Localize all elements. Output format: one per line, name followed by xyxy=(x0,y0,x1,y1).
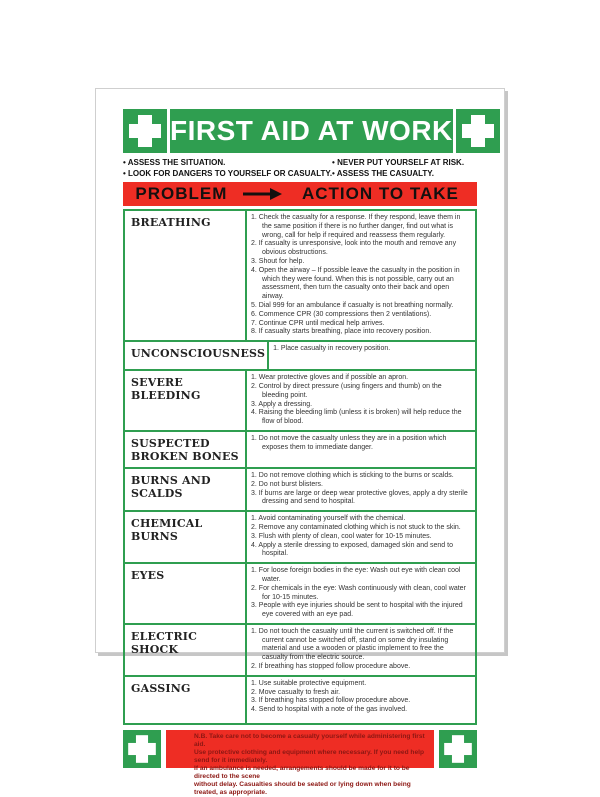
actions-cell xyxy=(247,564,475,623)
action-heading: ACTION TO TAKE xyxy=(301,184,459,203)
problem-cell: UNCONSCIOUSNESS xyxy=(125,342,269,369)
problem-cell: SUSPECTED BROKEN BONES xyxy=(125,432,247,467)
precautions-right-list xyxy=(332,157,477,179)
footer-note-line: Use protective clothing and equipment where necessary. If you need help send for it immediately. xyxy=(194,748,424,764)
action-item: Avoid contaminating yourself with the chemical. xyxy=(258,515,406,523)
table-row xyxy=(125,510,475,562)
footer-note-line: N.B. Take care not to become a casualty yourself while administering first aid. xyxy=(194,732,425,748)
action-list xyxy=(251,374,469,427)
arrow-icon xyxy=(240,188,284,200)
actions-cell xyxy=(247,371,475,430)
action-list xyxy=(251,567,469,620)
action-item: Move casualty to fresh air. xyxy=(258,688,341,696)
actions-cell xyxy=(247,469,475,510)
problem-cell: SEVERE BLEEDING xyxy=(125,371,247,430)
action-item: Do not remove clothing which is sticking to the burns or scalds. xyxy=(258,471,454,479)
actions-cell xyxy=(247,432,475,467)
problem-cell: BURNS AND SCALDS xyxy=(125,469,247,510)
footer-note-box xyxy=(166,730,434,796)
action-item: Raising the bleeding limb (unless it is broken) will help reduce the flow of blood. xyxy=(258,409,462,426)
footer-note-line: If an ambulance is needed, arrangements should be made for it to be directed to the scene xyxy=(194,764,410,780)
problem-cell: BREATHING xyxy=(125,211,247,340)
problem-cell: GASSING xyxy=(125,677,247,723)
problem-action-banner xyxy=(123,182,477,206)
poster-footer xyxy=(123,730,477,796)
precaution-item: • LOOK FOR DANGERS TO YOURSELF OR CASUALTY. xyxy=(123,168,332,179)
action-item: Do not move the casualty unless they are in a position which exposes them to immediate danger. xyxy=(258,434,447,451)
action-list xyxy=(251,435,469,453)
action-item: Control by direct pressure (using fingers and thumb) on the bleeding point. xyxy=(258,382,442,399)
first-aid-poster xyxy=(95,88,505,796)
action-item: People with eye injuries should be sent to hospital with the injured eye covered with an eye pad. xyxy=(258,602,463,619)
action-list xyxy=(251,214,469,337)
action-item: Continue CPR until medical help arrives. xyxy=(258,319,385,327)
action-item: Send to hospital with a note of the gas involved. xyxy=(258,706,408,714)
action-item: Wear protective gloves and if possible an apron. xyxy=(258,374,409,382)
precautions-left-list xyxy=(123,157,332,179)
action-item: Apply a sterile dressing to exposed, damaged skin and send to hospital. xyxy=(258,541,453,558)
footer-note-line: without delay. Casualties should be seated or lying down when being treated, as appropriate. xyxy=(194,780,411,796)
problem-cell: CHEMICAL BURNS xyxy=(125,512,247,562)
action-item: Apply a dressing. xyxy=(258,400,313,408)
first-aid-cross-icon-right xyxy=(456,109,500,153)
table-row xyxy=(125,562,475,623)
action-item: If burns are large or deep wear protective gloves, apply a dry sterile dressing and send to hospital. xyxy=(258,489,468,506)
action-item: If casualty is unresponsive, look into the mouth and remove any obvious obstructions. xyxy=(258,240,457,257)
problem-cell: ELECTRIC SHOCK xyxy=(125,625,247,675)
table-row xyxy=(125,623,475,675)
action-item: Flush with plenty of clean, cool water for 10-15 minutes. xyxy=(258,532,432,540)
first-aid-cross-icon-footer-left xyxy=(123,730,161,768)
action-item: For chemicals in the eye: Wash continuously with clean, cool water for 10-15 minutes. xyxy=(258,584,466,601)
action-item: Do not touch the casualty until the current is switched off. If the current cannot be switched off, stand on some dry insulating material and use a wooden or plastic implement to free the casualty from the electric source. xyxy=(258,627,454,662)
table-row xyxy=(125,340,475,369)
action-list xyxy=(273,345,469,354)
action-item: Use suitable protective equipment. xyxy=(258,679,367,687)
actions-cell xyxy=(269,342,475,369)
precaution-item: • ASSESS THE CASUALTY. xyxy=(332,168,477,179)
action-list xyxy=(251,515,469,559)
problem-cell: EYES xyxy=(125,564,247,623)
action-item: Remove any contaminated clothing which is not stuck to the skin. xyxy=(258,523,461,531)
table-row xyxy=(125,211,475,340)
poster-title: FIRST AID AT WORK xyxy=(170,109,453,153)
action-item: Commence CPR (30 compressions then 2 ventilations). xyxy=(258,310,432,318)
precaution-item: • NEVER PUT YOURSELF AT RISK. xyxy=(332,157,477,168)
action-item: Place casualty in recovery position. xyxy=(280,345,391,353)
actions-cell xyxy=(247,211,475,340)
action-item: If breathing has stopped follow procedure above. xyxy=(258,663,411,671)
action-item: Do not burst blisters. xyxy=(258,480,323,488)
table-row xyxy=(125,467,475,510)
action-list xyxy=(251,680,469,715)
first-aid-cross-icon-left xyxy=(123,109,167,153)
first-aid-cross-icon-footer-right xyxy=(439,730,477,768)
action-item: Shout for help. xyxy=(258,257,305,265)
action-item: Open the airway – If possible leave the casualty in the position in which they were found. When this is not possible, carry out an assessment, then turn the casualty onto their back and open airway. xyxy=(258,266,460,301)
problem-action-table xyxy=(123,209,477,725)
action-item: If casualty starts breathing, place into recovery position. xyxy=(258,328,432,336)
action-list xyxy=(251,472,469,507)
action-item: For loose foreign bodies in the eye: Wash out eye with clean cool water. xyxy=(258,567,461,583)
table-row xyxy=(125,369,475,430)
table-row xyxy=(125,675,475,723)
action-item: Check the casualty for a response. If they respond, leave them in the same position if there is no further danger, find out what is wrong, call for help if required and reassess them regularly. xyxy=(258,214,461,239)
table-row xyxy=(125,430,475,467)
problem-heading: PROBLEM xyxy=(135,184,228,203)
action-item: Dial 999 for an ambulance if casualty is not breathing normally. xyxy=(258,301,454,309)
poster-header xyxy=(123,109,477,153)
precaution-item: • ASSESS THE SITUATION. xyxy=(123,157,332,168)
action-item: If breathing has stopped follow procedure above. xyxy=(258,697,411,705)
actions-cell xyxy=(247,512,475,562)
actions-cell xyxy=(247,625,475,675)
precautions xyxy=(123,157,477,179)
action-list xyxy=(251,628,469,672)
actions-cell xyxy=(247,677,475,723)
